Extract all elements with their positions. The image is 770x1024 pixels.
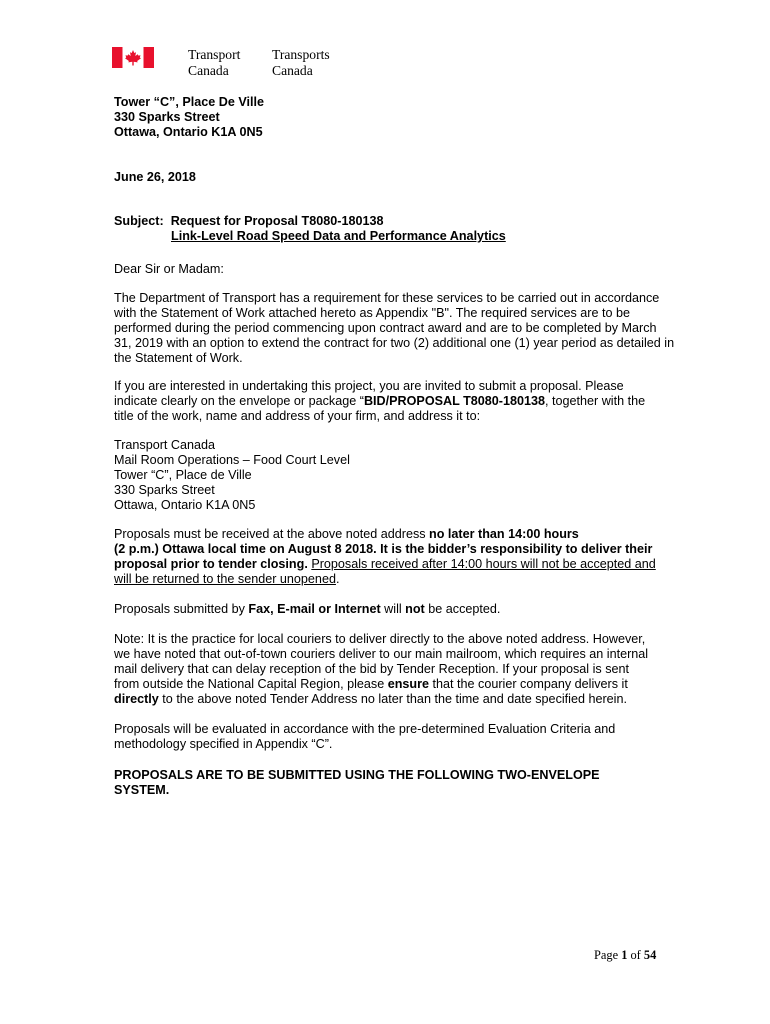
- paragraph-line: with the Statement of Work attached hereto as Appendix "B". The required services are to be: [114, 306, 631, 320]
- text-run: directly: [114, 692, 159, 706]
- dept-en-line: Canada: [188, 63, 229, 78]
- address-line: Ottawa, Ontario K1A 0N5: [114, 498, 256, 512]
- text-run: Proposals submitted by: [114, 602, 249, 616]
- late-notice: will be returned to the sender unopened: [114, 572, 336, 586]
- paragraph-line: title of the work, name and address of your firm, and address it to:: [114, 409, 481, 423]
- address-line: 330 Sparks Street: [114, 483, 215, 497]
- paragraph-line: The Department of Transport has a requirement for these services to be carried out in accordance: [114, 291, 660, 305]
- address-line: Tower “C”, Place De Ville: [114, 95, 265, 109]
- canada-flag-icon: [112, 47, 154, 68]
- dept-fr-line: Transports: [272, 47, 330, 62]
- subject: [114, 214, 659, 244]
- total-pages: 54: [643, 948, 657, 962]
- text-run: proposal prior to tender closing.: [114, 557, 308, 571]
- paragraph-instructions: [114, 379, 659, 424]
- address-line: Ottawa, Ontario K1A 0N5: [114, 125, 263, 139]
- paragraph-line: the Statement of Work.: [114, 351, 243, 365]
- paragraph-line: 31, 2019 with an option to extend the contract for two (2) additional one (1) year period as detailed in: [114, 336, 675, 350]
- paragraph-line: methodology specified in Appendix “C”.: [114, 737, 333, 751]
- salutation: Dear Sir or Madam:: [114, 262, 224, 276]
- address-line: Transport Canada: [114, 438, 216, 452]
- paragraph-line: [114, 572, 659, 587]
- text-run: that the courier company delivers it: [429, 677, 628, 691]
- paragraph-evaluation: [114, 722, 659, 752]
- paragraph-requirement: [114, 291, 675, 366]
- department-name-english: [188, 47, 240, 79]
- text-run: Proposals must be received at the above noted address: [114, 527, 430, 541]
- mailing-address: [114, 438, 659, 513]
- late-notice: Proposals received after 14:00 hours will not be accepted and: [311, 557, 656, 571]
- paragraph-two-envelope: [114, 768, 659, 798]
- address-line: Tower “C”, Place de Ville: [114, 468, 252, 482]
- page-label: Page: [594, 948, 622, 962]
- paragraph-line: [114, 557, 659, 572]
- bid-reference: BID/PROPOSAL T8080-180138: [363, 394, 545, 408]
- dept-fr-line: Canada: [272, 63, 313, 78]
- text-run: from outside the National Capital Region, please: [114, 677, 388, 691]
- text-run: Fax, E-mail or Internet: [248, 602, 381, 616]
- department-name-french: [272, 47, 330, 79]
- address-line: Mail Room Operations – Food Court Level: [114, 453, 350, 467]
- subject-line-1: [114, 214, 659, 229]
- current-page: 1: [621, 948, 628, 962]
- text-run: indicate clearly on the envelope or package “: [114, 394, 364, 408]
- text-run: not: [405, 602, 425, 616]
- paragraph-line: [114, 394, 659, 409]
- paragraph-line: performed during the period commencing upon contract award and are to be completed by March: [114, 321, 657, 335]
- paragraph-deadline: [114, 527, 659, 587]
- sender-address: [114, 95, 659, 140]
- text-run: to the above noted Tender Address no later than the time and date specified herein.: [158, 692, 627, 706]
- paragraph-line: Proposals will be evaluated in accordance with the pre-determined Evaluation Criteria and: [114, 722, 616, 736]
- paragraph-line: Note: It is the practice for local couriers to deliver directly to the above noted address. However,: [114, 632, 646, 646]
- text-run: .: [335, 572, 340, 586]
- paragraph-line: [114, 527, 659, 542]
- deadline-text: no later than 14:00 hours: [429, 527, 579, 541]
- text-run: will: [380, 602, 406, 616]
- paragraph-line: we have noted that out-of-town couriers deliver to our main mailroom, which requires an internal: [114, 647, 649, 661]
- dept-en-line: Transport: [188, 47, 241, 62]
- text-run: , together with the: [545, 394, 646, 408]
- paragraph-line: [114, 602, 659, 617]
- subject-title: Request for Proposal T8080-180138: [170, 214, 384, 228]
- letter-date: June 26, 2018: [114, 170, 196, 184]
- of-label: of: [627, 948, 644, 962]
- subject-label: Subject:: [114, 214, 164, 228]
- paragraph-line: [114, 692, 659, 707]
- paragraph-line: [114, 677, 659, 692]
- text-run: ensure: [387, 677, 430, 691]
- paragraph-line: (2 p.m.) Ottawa local time on August 8 2018. It is the bidder’s responsibility to deliver their: [114, 542, 653, 556]
- subject-line-2: Link-Level Road Speed Data and Performance Analytics: [171, 229, 506, 243]
- text-run: be accepted.: [424, 602, 501, 616]
- address-line: 330 Sparks Street: [114, 110, 220, 124]
- paragraph-submission-methods: [114, 602, 659, 617]
- paragraph-line: mail delivery that can delay reception of the bid by Tender Reception. If your proposal is sent: [114, 662, 630, 676]
- page-number: [594, 948, 656, 963]
- paragraph-courier-note: [114, 632, 659, 707]
- paragraph-line: PROPOSALS ARE TO BE SUBMITTED USING THE FOLLOWING TWO-ENVELOPE: [114, 768, 600, 782]
- paragraph-line: SYSTEM.: [114, 783, 170, 797]
- paragraph-line: If you are interested in undertaking this project, you are invited to submit a proposal. Please: [114, 379, 624, 393]
